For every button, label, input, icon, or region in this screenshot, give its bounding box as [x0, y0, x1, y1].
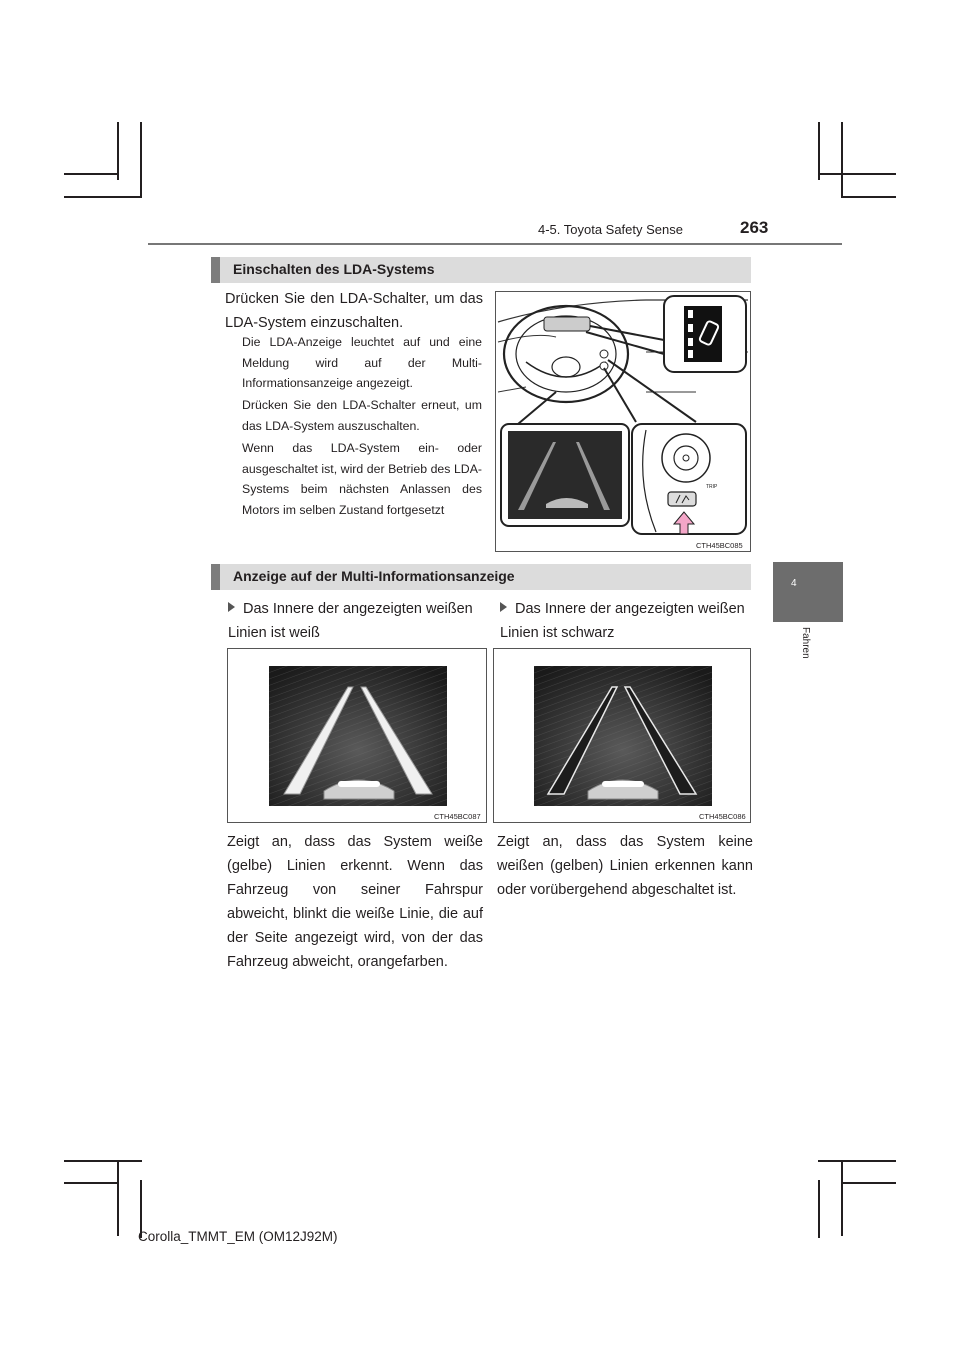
figure-white-lines	[227, 648, 487, 823]
lda-switch-figure	[495, 291, 751, 552]
figure-code: CTH45BC085	[696, 541, 743, 550]
note-2: Drücken Sie den LDA-Schalter erneut, um das LDA-System auszuschalten.	[242, 398, 482, 433]
note-3: Wenn das LDA-System ein- oder ausgeschaltet ist, wird der Betrieb des LDA-Systems beim nächsten Anlassen des Motors im selben Zustand fortgesetzt	[242, 441, 482, 517]
triangle-bullet-icon	[500, 602, 507, 612]
description-black-lines: Zeigt an, dass das System keine weißen (gelben) Linien erkennen kann oder vorübergehend abgeschaltet ist.	[497, 834, 753, 898]
chapter-number: 4	[791, 578, 797, 589]
figure-code: CTH45BC086	[699, 812, 746, 821]
triangle-bullet-icon	[228, 602, 235, 612]
trip-label: TRIP	[706, 484, 718, 490]
bullet-white-inner: Das Innere der angezeigten weißen Linien ist weiß	[228, 601, 473, 641]
footer-model-code: Corolla_TMMT_EM (OM12J92M)	[138, 1229, 338, 1244]
chapter-label: Fahren	[800, 627, 811, 659]
chapter-tab	[773, 562, 843, 622]
section-title-lda-on: Einschalten des LDA-Systems	[211, 257, 751, 283]
intro-text: Drücken Sie den LDA-Schalter, um das LDA-System einzuschalten.	[225, 291, 483, 331]
header-rule	[148, 243, 842, 245]
figure-black-lines	[493, 648, 751, 823]
section-header: 4-5. Toyota Safety Sense	[537, 222, 683, 237]
figure-code: CTH45BC087	[434, 812, 481, 821]
section-title-display: Anzeige auf der Multi-Informationsanzeige	[211, 564, 751, 590]
page-number: 263	[740, 218, 769, 237]
description-white-lines: Zeigt an, dass das System weiße (gelbe) Linien erkennt. Wenn das Fahrzeug von seiner Fahrspur abweicht, blinkt die weiße Linie, die auf der Seite angezeigt wird, von der das Fahrzeug abweicht, orangefarben.	[227, 834, 483, 970]
lda-switch-icon	[668, 492, 696, 506]
dashboard-illustration	[496, 292, 750, 551]
bullet-black-inner: Das Innere der angezeigten weißen Linien ist schwarz	[500, 601, 745, 641]
note-1: Die LDA-Anzeige leuchtet auf und eine Meldung wird auf der Multi-Informationsanzeige angezeigt.	[242, 335, 482, 390]
